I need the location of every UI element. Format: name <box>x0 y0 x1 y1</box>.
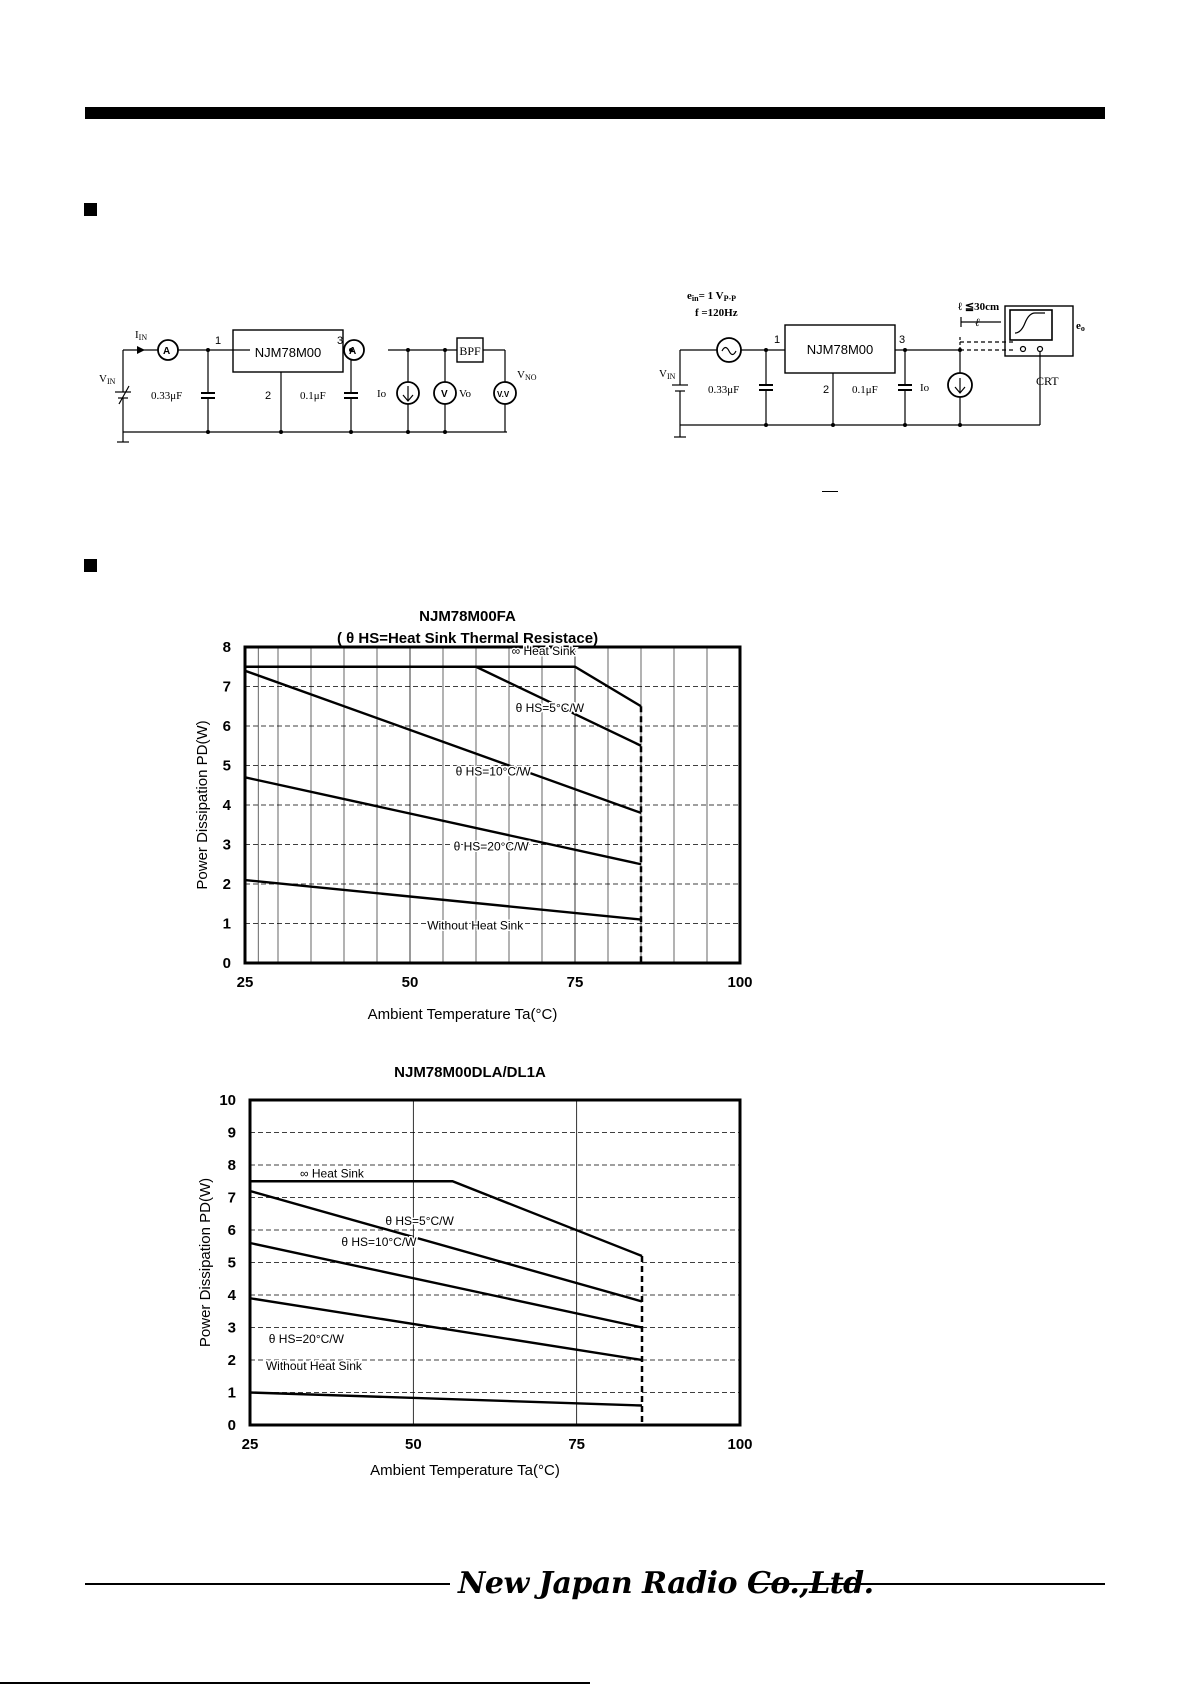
cap-out-label: 0.1μF <box>300 390 326 402</box>
iin-label: IIN <box>135 329 148 342</box>
x-tick-label: 75 <box>566 974 584 991</box>
series-label: θ HS=5°C/W <box>385 1213 454 1228</box>
y-tick-label: 9 <box>227 1124 236 1142</box>
eo-label: eo <box>1076 320 1085 333</box>
power-dissipation-chart-fa <box>190 595 790 1030</box>
overline-mark <box>822 491 838 492</box>
rms-voltmeter-label: V.V <box>497 390 510 399</box>
x-tick-label: 50 <box>401 974 419 991</box>
y-tick-label: 1 <box>227 1384 236 1402</box>
y-tick-label: 0 <box>222 955 231 972</box>
company-logo: New Japan Radio Co.,Ltd. <box>458 1566 874 1601</box>
vin-label: VIN <box>99 373 116 386</box>
ell-label: ℓ <box>975 317 980 329</box>
voltmeter-label: V <box>441 389 448 400</box>
cap-out-label: 0.1μF <box>852 384 878 396</box>
series-label: θ HS=20°C/W <box>268 1331 344 1346</box>
chart-subtitle: ( θ HS=Heat Sink Thermal Resistace) <box>336 630 599 647</box>
y-tick-label: 0 <box>227 1417 236 1434</box>
series-label: θ HS=5°C/W <box>515 701 585 716</box>
ammeter-out-label: A <box>349 346 357 357</box>
y-tick-label: 3 <box>222 836 231 854</box>
power-dissipation-chart-dla <box>190 1055 790 1490</box>
series-label: θ HS=10°C/W <box>341 1235 417 1249</box>
series-label: ∞ Heat Sink <box>511 643 576 658</box>
frequency-label: f =120Hz <box>695 307 738 319</box>
y-tick-label: 8 <box>227 1157 236 1174</box>
x-tick-label: 25 <box>241 1436 259 1453</box>
series-line <box>250 1298 642 1360</box>
x-tick-label: 75 <box>568 1436 586 1453</box>
y-tick-label: 5 <box>222 757 231 775</box>
pin3-label: 3 <box>337 335 344 347</box>
header-rule <box>85 107 1105 119</box>
pin3-label: 3 <box>899 334 906 346</box>
y-axis-label: Power Dissipation PD(W) <box>197 1177 214 1348</box>
y-tick-label: 7 <box>222 678 231 696</box>
pin1-label: 1 <box>774 334 781 346</box>
crt-label: CRT <box>1036 374 1059 388</box>
io-label: Io <box>377 388 387 400</box>
pin1-label: 1 <box>215 335 222 347</box>
y-tick-label: 3 <box>227 1319 236 1337</box>
y-tick-label: 5 <box>227 1254 236 1272</box>
ripple-test-circuit-diagram <box>655 285 1095 460</box>
x-tick-label: 100 <box>727 1436 753 1453</box>
vo-label: Vo <box>459 388 472 400</box>
io-label: Io <box>920 382 930 394</box>
test-circuit-diagram <box>95 320 545 455</box>
vin-label: VIN <box>659 368 676 381</box>
bottom-edge-rule <box>0 1682 590 1684</box>
y-tick-label: 10 <box>219 1092 236 1109</box>
cable-length-label: ℓ ≦30cm <box>958 301 1000 313</box>
y-tick-label: 2 <box>227 1352 236 1369</box>
ic-label: NJM78M00 <box>254 345 322 360</box>
pin2-label: 2 <box>823 384 830 396</box>
x-axis-label: Ambient Temperature Ta(°C) <box>367 1006 558 1023</box>
y-axis-label: Power Dissipation PD(W) <box>194 720 211 890</box>
series-label: θ HS=10°C/W <box>455 764 531 779</box>
series-label: θ HS=20°C/W <box>453 839 529 854</box>
chart-title: NJM78M00DLA/DL1A <box>394 1064 546 1081</box>
cap-in-label: 0.33μF <box>708 384 740 396</box>
section-marker-1 <box>84 203 97 216</box>
y-tick-label: 2 <box>222 876 231 893</box>
cap-in-label: 0.33μF <box>151 390 183 402</box>
series-label: Without Heat Sink <box>265 1358 362 1373</box>
y-tick-label: 7 <box>227 1189 236 1207</box>
y-tick-label: 8 <box>222 639 231 656</box>
x-tick-label: 100 <box>727 974 753 991</box>
y-tick-label: 6 <box>222 718 231 735</box>
y-tick-label: 6 <box>227 1222 236 1239</box>
x-tick-label: 50 <box>404 1436 422 1453</box>
vno-label: VNO <box>517 369 537 382</box>
series-label: ∞ Heat Sink <box>300 1166 364 1181</box>
series-line <box>250 1393 642 1406</box>
section-marker-2 <box>84 559 97 572</box>
ic-label: NJM78M00 <box>806 342 874 357</box>
series-label: Without Heat Sink <box>427 918 524 933</box>
bpf-label: BPF <box>459 344 481 358</box>
x-tick-label: 25 <box>236 974 254 991</box>
footer-rule-left <box>85 1583 450 1585</box>
ammeter-in-label: A <box>163 346 171 357</box>
pin2-label: 2 <box>265 390 272 402</box>
y-tick-label: 4 <box>222 797 231 814</box>
y-tick-label: 4 <box>227 1287 236 1304</box>
y-tick-label: 1 <box>222 915 231 933</box>
ein-label: ein= 1 VP-P <box>687 290 737 303</box>
chart-title: NJM78M00FA <box>419 608 516 625</box>
x-axis-label: Ambient Temperature Ta(°C) <box>370 1462 560 1479</box>
